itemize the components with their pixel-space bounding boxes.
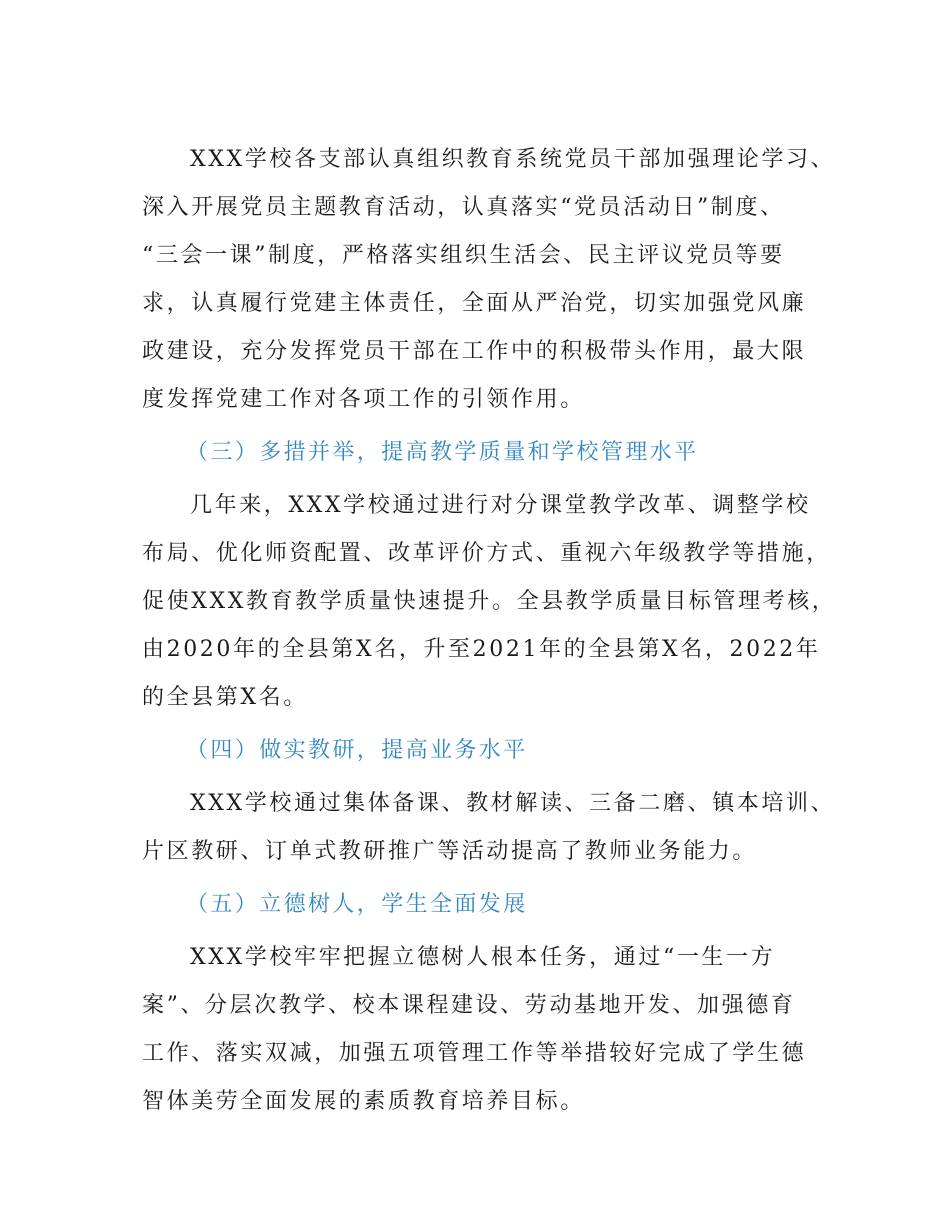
section-3-line-1: 几年来，XXX学校通过进行对分课堂教学改革、调整学校 [190, 493, 811, 518]
section-5-line-3: 工作、落实双减，加强五项管理工作等举措较好完成了学生德 [142, 1041, 807, 1066]
section-5-line-4: 智体美劳全面发展的素质教育培养目标。 [142, 1089, 585, 1114]
paragraph-1-line-3: “三会一课”制度，严格落实组织生活会、民主评议党员等要 [142, 243, 785, 268]
section-3-line-3: 促使XXX教育教学质量快速提升。全县教学质量目标管理考核， [142, 589, 837, 614]
section-4-line-2: 片区教研、订单式教研推广等活动提高了教师业务能力。 [142, 839, 758, 864]
paragraph-1-line-5: 政建设，充分发挥党员干部在工作中的积极带头作用，最大限 [142, 339, 807, 364]
section-3-line-2: 布局、优化师资配置、改革评价方式、重视六年级教学等措施， [142, 541, 831, 566]
paragraph-1-line-2: 深入开展党员主题教育活动，认真落实“党员活动日”制度、 [142, 195, 785, 220]
section-5-line-2: 案”、分层次教学、校本课程建设、劳动基地开发、加强德育 [142, 993, 796, 1018]
paragraph-1-line-1: XXX学校各支部认真组织教育系统党员干部加强理论学习、 [190, 147, 836, 172]
section-3-heading: （三）多措并举，提高教学质量和学校管理水平 [186, 440, 699, 465]
paragraph-1-line-4: 求，认真履行党建主体责任，全面从严治党，切实加强党风廉 [142, 291, 807, 316]
section-4-line-1: XXX学校通过集体备课、教材解读、三备二磨、镇本培训、 [190, 791, 836, 816]
section-3-line-4: 由2020年的全县第X名，升至2021年的全县第X名，2022年 [142, 637, 821, 662]
section-5-heading: （五）立德树人，学生全面发展 [186, 892, 528, 917]
section-3-line-5: 的全县第X名。 [142, 685, 308, 710]
section-5-line-1: XXX学校牢牢把握立德树人根本任务，通过“一生一方 [190, 945, 776, 970]
section-4-heading: （四）做实教研，提高业务水平 [186, 738, 528, 763]
paragraph-1-line-6: 度发挥党建工作对各项工作的引领作用。 [142, 387, 585, 412]
